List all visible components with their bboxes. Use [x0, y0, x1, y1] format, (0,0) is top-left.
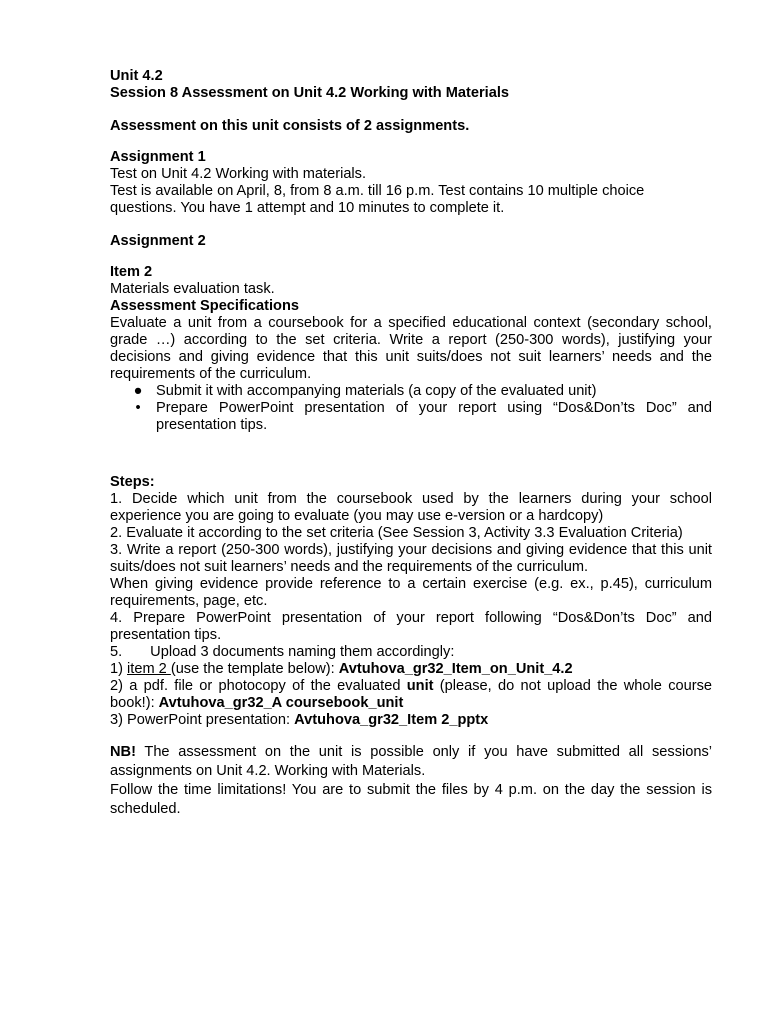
list-item — [135, 400, 712, 434]
assignment1-title: Assignment 1 — [110, 149, 206, 165]
step-5-number: 5. — [110, 644, 123, 660]
step-5 — [110, 644, 712, 661]
deliverable-2-bold: unit — [406, 678, 434, 694]
deliverable-3-prefix: 3) PowerPoint presentation: — [110, 712, 295, 728]
item2-description: Materials evaluation task. — [110, 281, 275, 297]
time-limit-paragraph: Follow the time limitations! You are to submit the files by 4 p.m. on the day the session is scheduled. — [110, 782, 712, 817]
deliverable-3-filename: Avtuhova_gr32_Item 2_pptx — [294, 712, 489, 728]
step-4: 4. Prepare PowerPoint presentation of your report following “Dos&Don’ts Doc” and presentation tips. — [110, 610, 712, 643]
deliverable-2-note: (please, do not upload the whole course book!) — [110, 678, 712, 711]
deliverable-1 — [110, 661, 712, 678]
nb-section — [110, 743, 712, 819]
bullet-icon: ● — [133, 383, 143, 399]
nb-paragraph — [110, 743, 712, 781]
step-2: 2. Evaluate it according to the set criteria (See Session 3, Activity 3.3 Evaluation Criteria) — [110, 525, 683, 541]
deliverable-3 — [110, 712, 712, 729]
item-2-link[interactable]: item 2 — [127, 661, 171, 677]
deliverable-2-colon: : — [150, 695, 159, 711]
assignment1-line1: Test on Unit 4.2 Working with materials. — [110, 166, 367, 182]
step-3: 3. Write a report (250-300 words), justifying your decisions and giving evidence that this unit suits/does not suit learners’ needs and the requirements of the curriculum. — [110, 542, 712, 575]
bullet-icon: • — [135, 400, 141, 416]
deliverable-2-filename: Avtuhova_gr32_A coursebook_unit — [158, 695, 404, 711]
item2-title: Item 2 — [110, 264, 153, 280]
deliverable-2-prefix: 2) a pdf. file or photocopy of the evaluated — [110, 678, 407, 694]
nb-text: The assessment on the unit is possible only if you have submitted all sessions’ assignments on Unit 4.2. Working with Materials. — [110, 744, 712, 779]
steps-title: Steps: — [110, 474, 155, 490]
list-item — [133, 383, 712, 400]
document-body — [110, 68, 712, 819]
spec-bullet-list — [110, 383, 712, 434]
bullet-text: Prepare PowerPoint presentation of your report using “Dos&Don’ts Doc” and presentation tips. — [156, 400, 712, 433]
bullet-text: Submit it with accompanying materials (a copy of the evaluated unit) — [156, 383, 597, 399]
step-5-text: Upload 3 documents naming them accordingly: — [150, 644, 455, 660]
deliverable-2 — [110, 678, 712, 712]
intro-text: Assessment on this unit consists of 2 assignments. — [110, 118, 470, 134]
deliverable-1-colon: : — [330, 661, 339, 677]
step-3-note: When giving evidence provide reference to a certain exercise (e.g. ex., p.45), curriculum requirements, page, etc. — [110, 576, 712, 609]
session-heading: Session 8 Assessment on Unit 4.2 Working with Materials — [110, 85, 510, 101]
nb-label: NB! — [110, 744, 136, 760]
deliverable-1-note: (use the template below) — [170, 661, 331, 677]
assignment2-title: Assignment 2 — [110, 233, 206, 249]
unit-heading: Unit 4.2 — [110, 68, 163, 84]
spec-text: Evaluate a unit from a coursebook for a specified educational context (secondary school, grade …) according to the set criteria. Write a report (250-300 words), justifying your decisions and giving evidence that this unit suits/does not suit learners’ needs and the requirements of the curriculum. — [110, 315, 712, 382]
assignment1-line2: Test is available on April, 8, from 8 a.m. till 16 p.m. Test contains 10 multiple choice questions. You have 1 attempt and 10 minutes to complete it. — [110, 183, 645, 216]
spec-title: Assessment Specifications — [110, 298, 299, 314]
deliverable-1-filename: Avtuhova_gr32_Item_on_Unit_4.2 — [338, 661, 573, 677]
deliverable-1-prefix: 1) — [110, 661, 128, 677]
step-1: 1. Decide which unit from the coursebook used by the learners during your school experience you are going to evaluate (you may use e-version or a hardcopy) — [110, 491, 712, 524]
